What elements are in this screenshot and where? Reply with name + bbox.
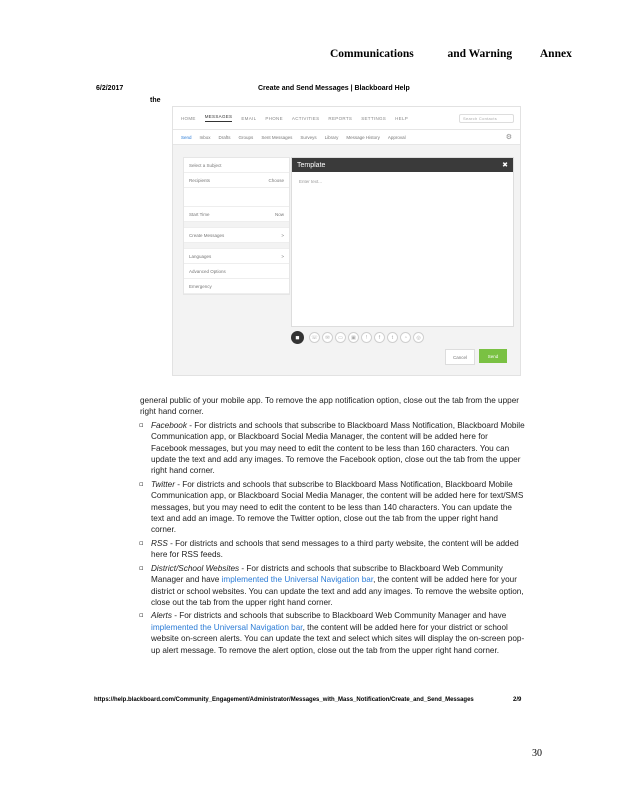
bullet-icon: ▫ bbox=[139, 538, 144, 547]
languages-label: Languages bbox=[189, 253, 212, 259]
alert-channel-icon[interactable]: ! bbox=[361, 332, 372, 343]
recipients-row[interactable] bbox=[184, 173, 289, 188]
item-text: - For districts and schools that send messages to a third party website, the content will be added here for RSS feeds. bbox=[151, 538, 519, 560]
bullet-icon: ▫ bbox=[139, 420, 144, 429]
universal-nav-link[interactable]: implemented the Universal Navigation bar bbox=[151, 622, 303, 632]
channel-list bbox=[140, 420, 525, 656]
recipients-choose[interactable]: Choose bbox=[268, 177, 284, 183]
subnav-history[interactable]: Message History bbox=[346, 134, 380, 140]
advanced-options-row[interactable] bbox=[184, 264, 289, 279]
emergency-label: Emergency bbox=[189, 283, 212, 289]
list-item bbox=[140, 538, 525, 561]
start-time-row[interactable] bbox=[184, 207, 289, 222]
template-panel bbox=[291, 157, 514, 327]
item-text: - For districts and schools that subscribe to Blackboard Mass Notification, Blackboard Mobile Communication app, or Blackboard Social Media Manager, the content will be added here for text/SMS messages, but you may need to edit the content to be less than 140 characters. You can update the text and add an image. To remove the Twitter option, close out the tab from the upper right hand corner. bbox=[151, 479, 524, 535]
item-text-cont: , the content will be added here for your district or school websites. You can update the text and add any images. To remove the website option, close out the tab from the upper right hand corner. bbox=[151, 575, 524, 607]
subject-row[interactable] bbox=[184, 158, 289, 173]
close-icon[interactable]: ✖ bbox=[502, 162, 508, 169]
nav-email[interactable]: EMAIL bbox=[241, 115, 257, 121]
nav-activities[interactable]: ACTIVITIES bbox=[291, 115, 320, 121]
print-footer-url: https://help.blackboard.com/Community_Engagement/Administrator/Messages_with_Mass_Notification/Create_and_Send_Messages bbox=[94, 697, 474, 703]
print-date: 6/2/2017 bbox=[96, 85, 124, 92]
nav-help[interactable]: HELP bbox=[395, 115, 409, 121]
template-title: Template bbox=[297, 161, 326, 169]
item-term: Facebook bbox=[151, 420, 187, 430]
cancel-button[interactable]: Cancel bbox=[445, 349, 475, 365]
start-time-value: Now bbox=[274, 211, 284, 217]
subnav-send[interactable]: Send bbox=[181, 134, 192, 140]
template-header bbox=[292, 158, 513, 172]
list-item bbox=[140, 479, 525, 536]
print-title: Create and Send Messages | Blackboard Help bbox=[258, 85, 410, 92]
nav-reports[interactable]: REPORTS bbox=[328, 115, 353, 121]
sub-nav bbox=[173, 130, 520, 145]
bullet-icon: ▫ bbox=[139, 611, 144, 620]
subnav-inbox[interactable]: Inbox bbox=[199, 134, 211, 140]
email-channel-icon[interactable]: ✉ bbox=[322, 332, 333, 343]
subnav-approval[interactable]: Approval bbox=[387, 134, 406, 140]
item-text: - For districts and schools that subscribe to Blackboard Web Community Manager and have bbox=[171, 611, 507, 621]
subnav-drafts[interactable]: Drafts bbox=[218, 134, 231, 140]
nav-home[interactable]: HOME bbox=[181, 115, 196, 121]
top-nav bbox=[173, 107, 520, 130]
rss-channel-icon[interactable]: ◔ bbox=[400, 332, 411, 343]
header-left: Communications bbox=[330, 48, 414, 60]
embedded-screenshot bbox=[172, 106, 521, 376]
print-footer-page: 2/9 bbox=[513, 697, 522, 703]
universal-nav-link[interactable]: implemented the Universal Navigation bar bbox=[221, 575, 374, 585]
item-text-cont: , the content will be added here for your district or school website on-screen alerts. You can update the text and select which sites will display the on-screen pop-up alert message. To remove the alert option, close out the tab from the upper right hand corner. bbox=[151, 622, 525, 655]
intro-paragraph: general public of your mobile app. To remove the app notification option, close out the tab from the upper right hand corner. bbox=[140, 396, 519, 417]
item-term: District/School Websites bbox=[151, 563, 240, 573]
chevron-right-icon: > bbox=[281, 253, 284, 259]
create-messages-label: Create Messages bbox=[189, 232, 225, 238]
chevron-right-icon: > bbox=[281, 232, 284, 238]
advanced-options-label: Advanced Options bbox=[189, 268, 226, 274]
item-term: RSS bbox=[151, 538, 168, 548]
list-item bbox=[140, 563, 525, 609]
send-button[interactable]: Send bbox=[479, 349, 507, 363]
search-input[interactable]: Search Contacts bbox=[459, 114, 514, 123]
facebook-channel-icon[interactable]: f bbox=[374, 332, 385, 343]
list-item bbox=[140, 610, 525, 656]
item-term: Twitter bbox=[151, 479, 175, 489]
sms-channel-icon[interactable]: ▭ bbox=[335, 332, 346, 343]
bullet-icon: ▫ bbox=[139, 563, 144, 572]
subnav-groups[interactable]: Groups bbox=[238, 134, 254, 140]
bullet-icon: ▫ bbox=[139, 479, 144, 488]
twitter-channel-icon[interactable]: t bbox=[387, 332, 398, 343]
recipients-box[interactable] bbox=[184, 188, 289, 207]
fragment-text: the bbox=[150, 97, 161, 104]
nav-messages[interactable]: MESSAGES bbox=[205, 114, 233, 122]
template-channel-icon[interactable]: ◼ bbox=[291, 331, 304, 344]
nav-phone[interactable]: PHONE bbox=[265, 115, 283, 121]
subnav-sent[interactable]: Sent Messages bbox=[261, 134, 293, 140]
phone-channel-icon[interactable]: ☏ bbox=[309, 332, 320, 343]
languages-row[interactable] bbox=[184, 249, 289, 264]
template-text-area[interactable]: Enter text... bbox=[299, 179, 323, 184]
nav-settings[interactable]: SETTINGS bbox=[361, 115, 387, 121]
app-channel-icon[interactable]: ▣ bbox=[348, 332, 359, 343]
recipients-label: Recipients bbox=[189, 177, 211, 183]
channel-icons bbox=[291, 331, 426, 344]
page-number: 30 bbox=[532, 748, 542, 759]
start-time-label: Start Time bbox=[189, 211, 210, 217]
subnav-library[interactable]: Library bbox=[324, 134, 339, 140]
subject-label: Select a Subject bbox=[189, 162, 222, 168]
list-item bbox=[140, 420, 525, 477]
item-text: - For districts and schools that subscribe to Blackboard Web Community Manager and have bbox=[151, 563, 503, 585]
item-text: - For districts and schools that subscribe to Blackboard Mass Notification, Blackboard Mobile Communication app, or Blackboard Social Media Manager, the content will be added here for Facebook messages, but you may need to edit the content to be less than 160 characters. You can update the text and add any images. To remove the Facebook option, close out the tab from the upper right hand corner. bbox=[151, 420, 525, 476]
annex-header bbox=[330, 48, 572, 60]
item-term: Alerts bbox=[151, 611, 172, 621]
emergency-row[interactable] bbox=[184, 279, 289, 294]
gear-icon[interactable]: ⚙ bbox=[505, 134, 512, 141]
header-mid: and Warning bbox=[447, 48, 513, 60]
website-channel-icon[interactable]: ◎ bbox=[413, 332, 424, 343]
create-messages-row[interactable] bbox=[184, 228, 289, 243]
subnav-surveys[interactable]: Surveys bbox=[300, 134, 317, 140]
message-options-panel bbox=[183, 157, 290, 295]
header-right: Annex bbox=[539, 48, 572, 60]
body-text bbox=[140, 395, 525, 656]
